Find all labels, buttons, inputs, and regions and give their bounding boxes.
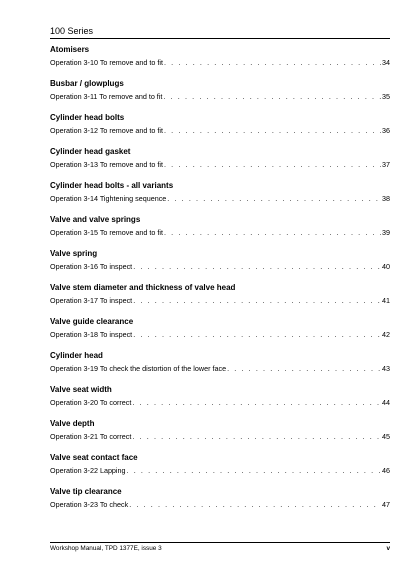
footer-divider (50, 542, 390, 543)
table-of-contents (50, 44, 390, 512)
toc-entry[interactable] (50, 294, 390, 308)
dot-leader (132, 396, 381, 410)
toc-entry[interactable] (50, 192, 390, 206)
section-title: Busbar / glowplugs (50, 79, 124, 88)
page-number: 44 (382, 398, 390, 407)
toc-entry[interactable] (50, 396, 390, 410)
section-title: Valve depth (50, 419, 95, 428)
entry-text: Operation 3-14 Tightening sequence (50, 194, 167, 203)
toc-entry[interactable] (50, 226, 390, 240)
section-title: Valve guide clearance (50, 317, 134, 326)
section-title: Valve seat contact face (50, 453, 138, 462)
dot-leader (133, 294, 381, 308)
toc-entry[interactable] (50, 90, 390, 104)
toc-entry[interactable] (50, 328, 390, 342)
entry-text: Operation 3-22 Lapping (50, 466, 126, 475)
section-title: Valve spring (50, 249, 98, 258)
dot-leader (127, 464, 381, 478)
toc-section (50, 350, 390, 376)
page-number: 43 (382, 364, 390, 373)
section-title: Cylinder head gasket (50, 147, 131, 156)
toc-section (50, 486, 390, 512)
entry-text: Operation 3-15 To remove and to fit (50, 228, 163, 237)
page-number: 45 (382, 432, 390, 441)
toc-section (50, 248, 390, 274)
dot-leader (167, 192, 381, 206)
page-number: 42 (382, 330, 390, 339)
page-number: 39 (382, 228, 390, 237)
dot-leader (227, 362, 381, 376)
dot-leader (129, 498, 381, 512)
toc-entry[interactable] (50, 56, 390, 70)
section-title: Cylinder head bolts (50, 113, 125, 122)
page-footer (50, 545, 390, 552)
toc-entry[interactable] (50, 124, 390, 138)
page-number: 35 (382, 92, 390, 101)
entry-text: Operation 3-16 To inspect (50, 262, 133, 271)
page-number: 47 (382, 500, 390, 509)
entry-text: Operation 3-23 To check (50, 500, 129, 509)
toc-section (50, 384, 390, 410)
section-title: Valve seat width (50, 385, 112, 394)
page-number: 36 (382, 126, 390, 135)
page-number: 34 (382, 58, 390, 67)
toc-entry[interactable] (50, 362, 390, 376)
section-title: Cylinder head bolts - all variants (50, 181, 174, 190)
toc-entry[interactable] (50, 430, 390, 444)
page-number: 46 (382, 466, 390, 475)
toc-section (50, 316, 390, 342)
page-header: 100 Series (50, 26, 390, 39)
dot-leader (163, 90, 381, 104)
toc-section (50, 146, 390, 172)
toc-entry[interactable] (50, 464, 390, 478)
toc-entry[interactable] (50, 158, 390, 172)
dot-leader (164, 56, 381, 70)
entry-text: Operation 3-13 To remove and to fit (50, 160, 163, 169)
entry-text: Operation 3-21 To correct (50, 432, 132, 441)
section-title: Valve stem diameter and thickness of valve head (50, 283, 236, 292)
entry-text: Operation 3-19 To check the distortion of the lower face (50, 364, 227, 373)
toc-section (50, 180, 390, 206)
toc-entry[interactable] (50, 498, 390, 512)
toc-section (50, 112, 390, 138)
toc-section (50, 214, 390, 240)
entry-text: Operation 3-17 To inspect (50, 296, 133, 305)
section-title: Cylinder head (50, 351, 103, 360)
section-title: Atomisers (50, 45, 90, 54)
entry-text: Operation 3-12 To remove and to fit (50, 126, 163, 135)
toc-section (50, 44, 390, 70)
entry-text: Operation 3-11 To remove and to fit (50, 92, 163, 101)
section-title: Valve tip clearance (50, 487, 122, 496)
footer-page-number: v (386, 545, 390, 552)
entry-text: Operation 3-20 To correct (50, 398, 132, 407)
dot-leader (133, 328, 381, 342)
section-title: Valve and valve springs (50, 215, 141, 224)
toc-section (50, 452, 390, 478)
page-number: 38 (382, 194, 390, 203)
page-number: 40 (382, 262, 390, 271)
toc-section (50, 418, 390, 444)
dot-leader (133, 260, 381, 274)
page-number: 41 (382, 296, 390, 305)
dot-leader (164, 124, 381, 138)
dot-leader (164, 158, 381, 172)
toc-section (50, 282, 390, 308)
dot-leader (132, 430, 381, 444)
entry-text: Operation 3-18 To inspect (50, 330, 133, 339)
toc-entry[interactable] (50, 260, 390, 274)
toc-section (50, 78, 390, 104)
page-number: 37 (382, 160, 390, 169)
dot-leader (164, 226, 381, 240)
footer-document-reference: Workshop Manual, TPD 1377E, issue 3 (50, 545, 162, 552)
entry-text: Operation 3-10 To remove and to fit (50, 58, 163, 67)
